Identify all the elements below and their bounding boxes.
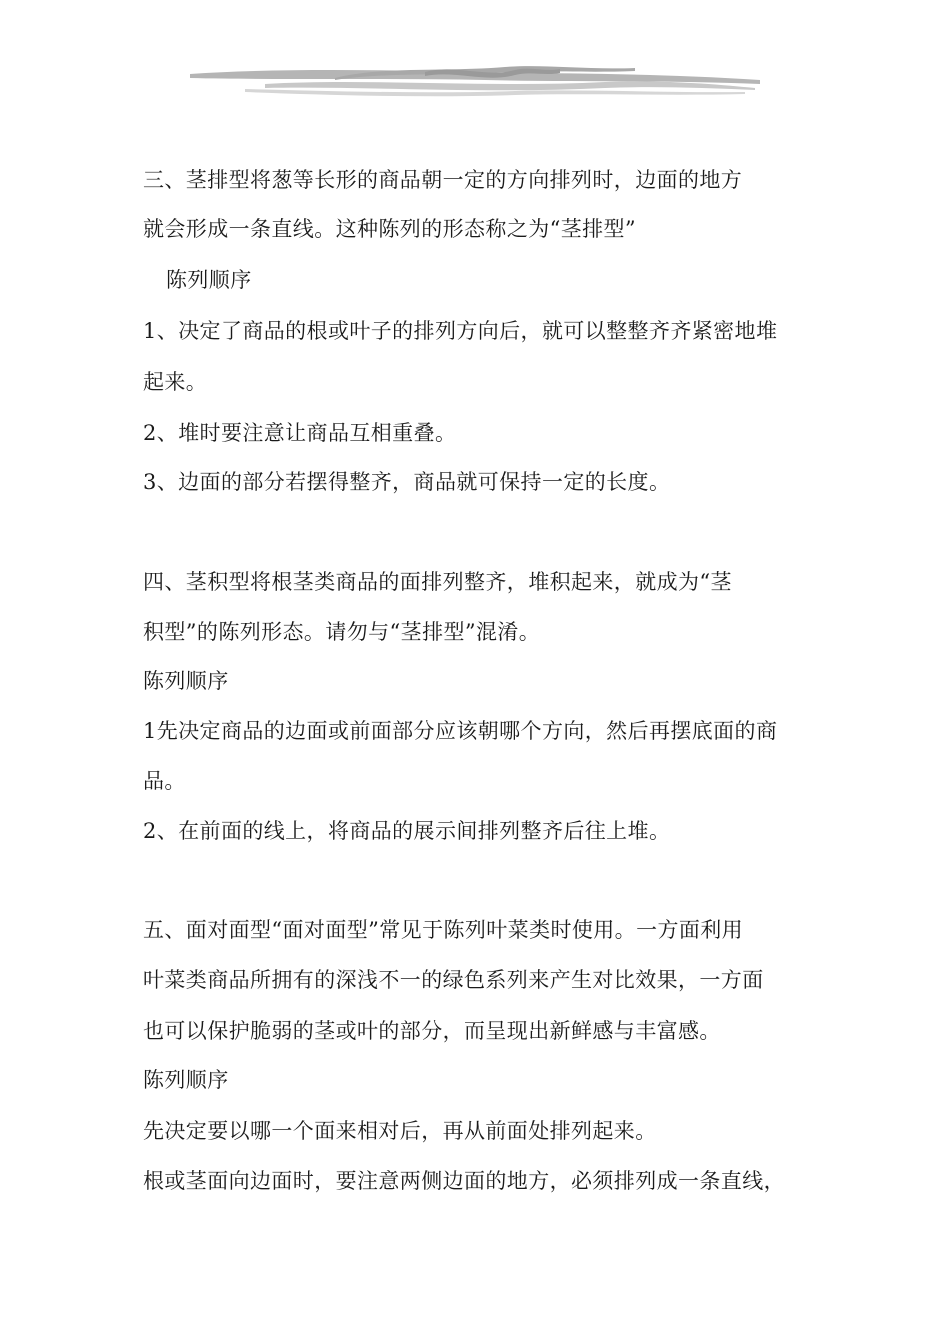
section-4-step-1: 1先决定商品的边面或前面部分应该朝哪个方向，然后再摆底面的商 [143, 719, 778, 743]
section-5-subheading: 陈列顺序 [143, 1068, 229, 1092]
section-5-heading-cont-1: 叶菜类商品所拥有的深浅不一的绿色系列来产生对比效果，一方面 [143, 968, 764, 992]
section-4-subheading: 陈列顺序 [143, 669, 229, 693]
section-3-heading: 三、茎排型将葱等长形的商品朝一定的方向排列时，边面的地方 [143, 168, 743, 192]
section-5-heading-cont-2: 也可以保护脆弱的茎或叶的部分，而呈现出新鲜感与丰富感。 [143, 1019, 721, 1043]
section-5-heading: 五、面对面型“面对面型”常见于陈列叶菜类时使用。一方面利用 [143, 918, 744, 942]
section-3-heading-cont: 就会形成一条直线。这种陈列的形态称之为“茎排型” [143, 217, 637, 241]
section-5-step-1: 先决定要以哪一个面来相对后，再从前面处排列起来。 [143, 1119, 657, 1143]
section-3-step-1-cont: 起来。 [143, 370, 208, 394]
brush-stroke-header-decoration [185, 58, 765, 103]
section-5-step-2: 根或茎面向边面时，要注意两侧边面的地方，必须排列成一条直线， [143, 1169, 785, 1193]
section-4-step-1-cont: 品。 [143, 769, 186, 793]
section-3-step-1: 1、决定了商品的根或叶子的排列方向后，就可以整整齐齐紧密地堆 [143, 319, 778, 343]
section-3-step-3: 3、边面的部分若摆得整齐，商品就可保持一定的长度。 [143, 470, 671, 494]
section-4-step-2: 2、在前面的线上，将商品的展示间排列整齐后往上堆。 [143, 819, 671, 843]
section-4-heading-cont: 积型”的陈列形态。请勿与“茎排型”混淆。 [143, 620, 541, 644]
section-4-heading: 四、茎积型将根茎类商品的面排列整齐，堆积起来，就成为“茎 [143, 570, 732, 594]
section-3-step-2: 2、堆时要注意让商品互相重叠。 [143, 421, 457, 445]
section-3-subheading: 陈列顺序 [166, 268, 252, 292]
